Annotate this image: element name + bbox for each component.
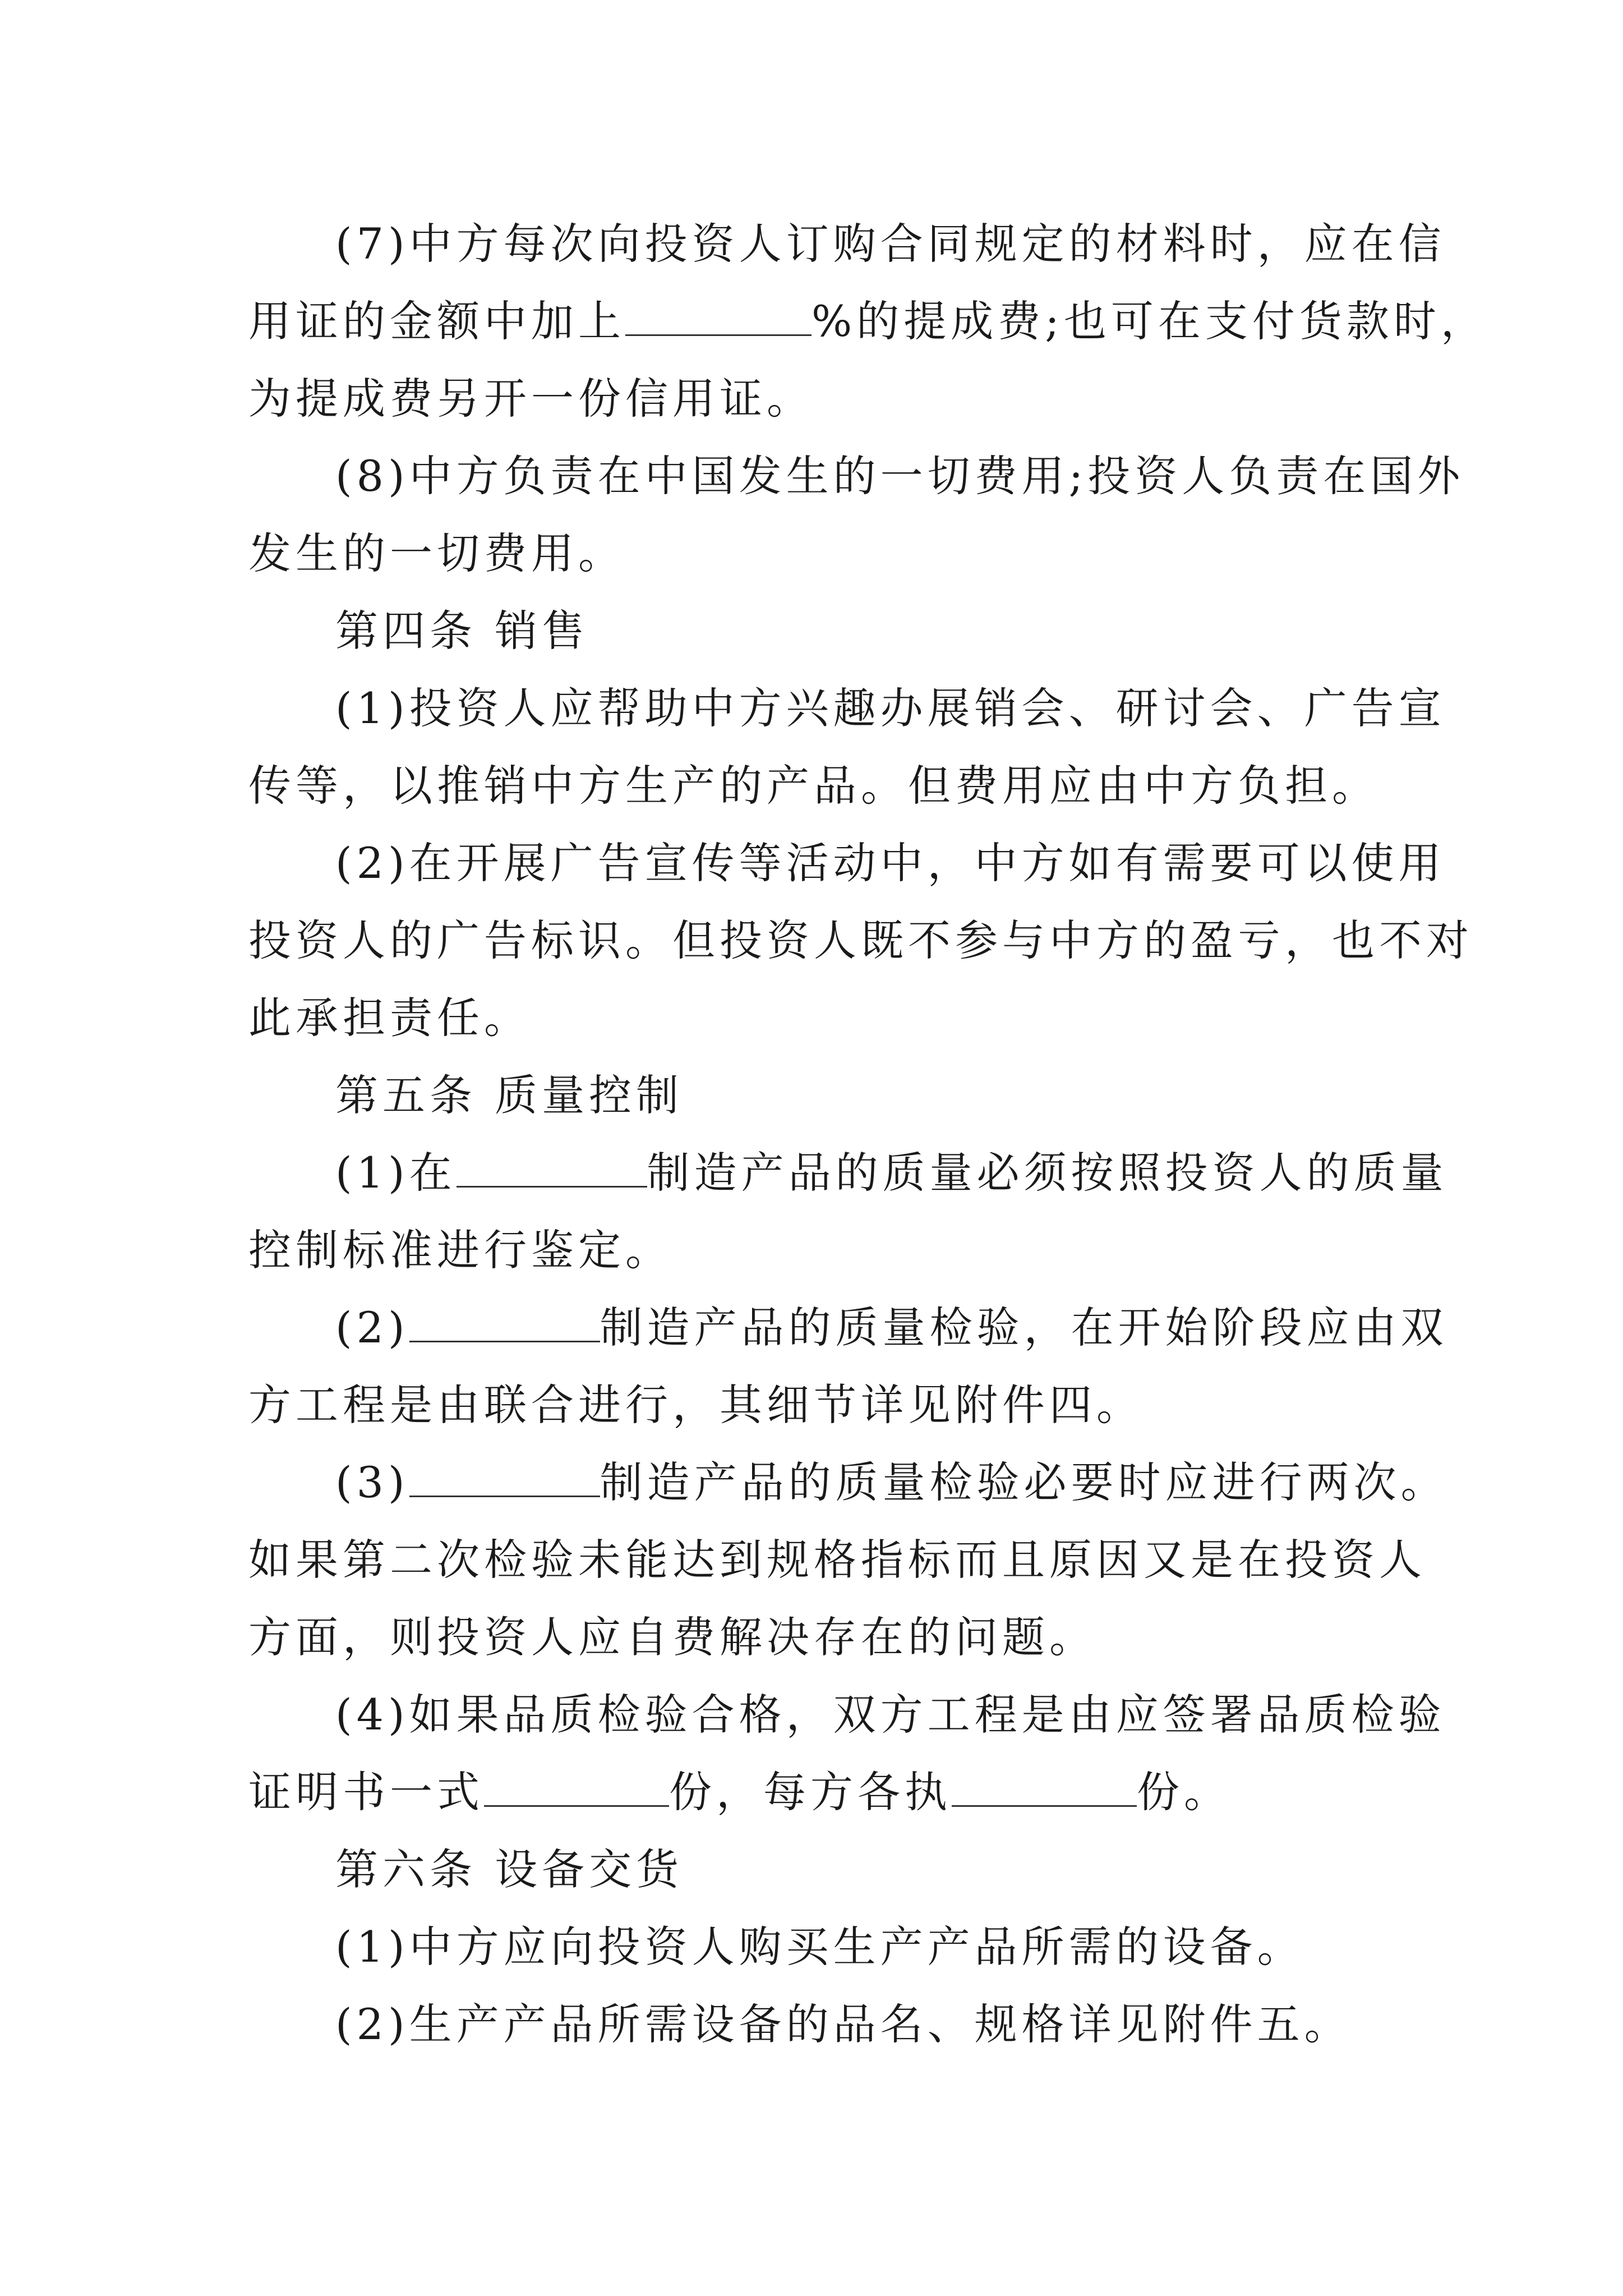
- line-article-6-item-1: (1)中方应向投资人购买生产产品所需的设备。: [335, 1922, 1304, 1972]
- line-article-6-item-2: (2)生产产品所需设备的品名、规格详见附件五。: [335, 1999, 1352, 2049]
- line-article-5-item-4-a: (4)如果品质检验合格，双方工程是由应签署品质检验: [335, 1690, 1446, 1740]
- line-article-4-item-2-a: (2)在开展广告宣传等活动中，中方如有需要可以使用: [335, 838, 1446, 888]
- heading-article-6: 第六条 设备交货: [335, 1844, 684, 1894]
- heading-article-4: 第四条 销售: [335, 606, 589, 656]
- line-article-5-item-3-c: 方面，则投资人应自费解决存在的问题。: [248, 1612, 1096, 1662]
- line-article-5-item-1-a: (1)在 制造产品的质量必须按照投资人的质量: [335, 1148, 1448, 1198]
- line-article-5-item-1-b: 控制标准进行鉴定。: [248, 1225, 672, 1275]
- line-article-4-item-2-c: 此承担责任。: [248, 993, 531, 1043]
- line-article-5-item-2-a: (2) 制造产品的质量检验，在开始阶段应由双: [335, 1303, 1448, 1352]
- line-article-4-item-1-a: (1)投资人应帮助中方兴趣办展销会、研讨会、广告宣: [335, 683, 1446, 733]
- line-clause-7-b: 用证的金额中加上 %的提成费;也可在支付货款时，: [248, 296, 1488, 346]
- line-article-5-item-4-b: 证明书一式 份，每方各执 份。: [248, 1767, 1231, 1817]
- fill-blank-copies-each[interactable]: [952, 1768, 1137, 1807]
- line-article-4-item-2-b: 投资人的广告标识。但投资人既不参与中方的盈亏，也不对: [248, 915, 1473, 965]
- fill-blank-copies-total[interactable]: [484, 1768, 669, 1807]
- line-clause-8-a: (8)中方负责在中国发生的一切费用;投资人负责在国外: [335, 451, 1465, 501]
- fill-blank-location[interactable]: [457, 1149, 647, 1188]
- fill-blank-location-3[interactable]: [409, 1458, 600, 1497]
- heading-article-5: 第五条 质量控制: [335, 1070, 684, 1120]
- line-article-5-item-3-b: 如果第二次检验未能达到规格指标而且原因又是在投资人: [248, 1535, 1426, 1585]
- fill-blank-location-2[interactable]: [409, 1304, 600, 1342]
- line-article-5-item-2-b: 方工程是由联合进行，其细节详见附件四。: [248, 1380, 1144, 1430]
- line-article-5-item-3-a: (3) 制造产品的质量检验必要时应进行两次。: [335, 1457, 1448, 1507]
- line-clause-7-a: (7)中方每次向投资人订购合同规定的材料时，应在信: [335, 219, 1446, 269]
- line-clause-7-c: 为提成费另开一份信用证。: [248, 374, 814, 424]
- fill-blank-percentage[interactable]: [625, 297, 811, 336]
- line-article-4-item-1-b: 传等，以推销中方生产的产品。但费用应由中方负担。: [248, 761, 1379, 811]
- line-clause-8-b: 发生的一切费用。: [248, 528, 625, 578]
